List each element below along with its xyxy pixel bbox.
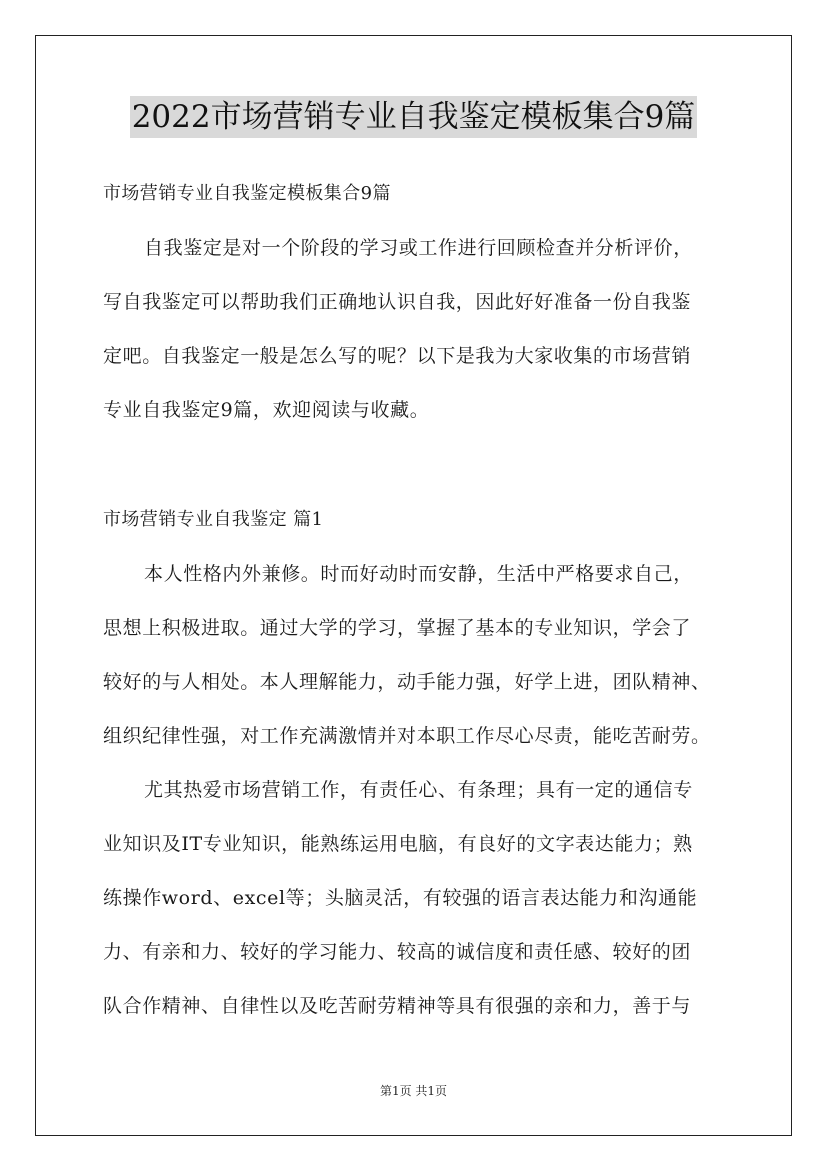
title-container (0, 96, 827, 138)
intro-line-2: 写自我鉴定可以帮助我们正确地认识自我，因此好好准备一份自我鉴 (103, 291, 692, 313)
para1-line-4: 组织纪律性强，对工作充满激情并对本职工作尽心尽责，能吃苦耐劳。 (103, 725, 711, 747)
intro-line-3: 定吧。自我鉴定一般是怎么写的呢？以下是我为大家收集的市场营销 (103, 345, 692, 367)
para1-line-3: 较好的与人相处。本人理解能力，动手能力强，好学上进，团队精神、 (103, 671, 711, 693)
para1-line-2: 思想上积极进取。通过大学的学习，掌握了基本的专业知识，学会了 (103, 617, 692, 639)
para2-line-3: 练操作word、excel等；头脑灵活，有较强的语言表达能力和沟通能 (103, 887, 698, 909)
page-footer: 第1页 共1页 (379, 1084, 448, 1098)
document-subtitle: 市场营销专业自我鉴定模板集合9篇 (103, 183, 391, 204)
intro-line-4: 专业自我鉴定9篇，欢迎阅读与收藏。 (103, 399, 430, 421)
para2-line-5: 队合作精神、自律性以及吃苦耐劳精神等具有很强的亲和力，善于与 (103, 995, 692, 1017)
para2-line-1: 尤其热爱市场营销工作，有责任心、有条理；具有一定的通信专 (144, 779, 693, 801)
section-heading: 市场营销专业自我鉴定 篇1 (103, 509, 324, 530)
intro-line-1: 自我鉴定是对一个阶段的学习或工作进行回顾检查并分析评价， (144, 237, 693, 259)
para2-line-4: 力、有亲和力、较好的学习能力、较高的诚信度和责任感、较好的团 (103, 941, 692, 963)
document-title: 2022市场营销专业自我鉴定模板集合9篇 (130, 96, 698, 138)
para2-line-2: 业知识及IT专业知识，能熟练运用电脑，有良好的文字表达能力；熟 (103, 833, 693, 855)
para1-line-1: 本人性格内外兼修。时而好动时而安静，生活中严格要求自己， (144, 563, 693, 585)
